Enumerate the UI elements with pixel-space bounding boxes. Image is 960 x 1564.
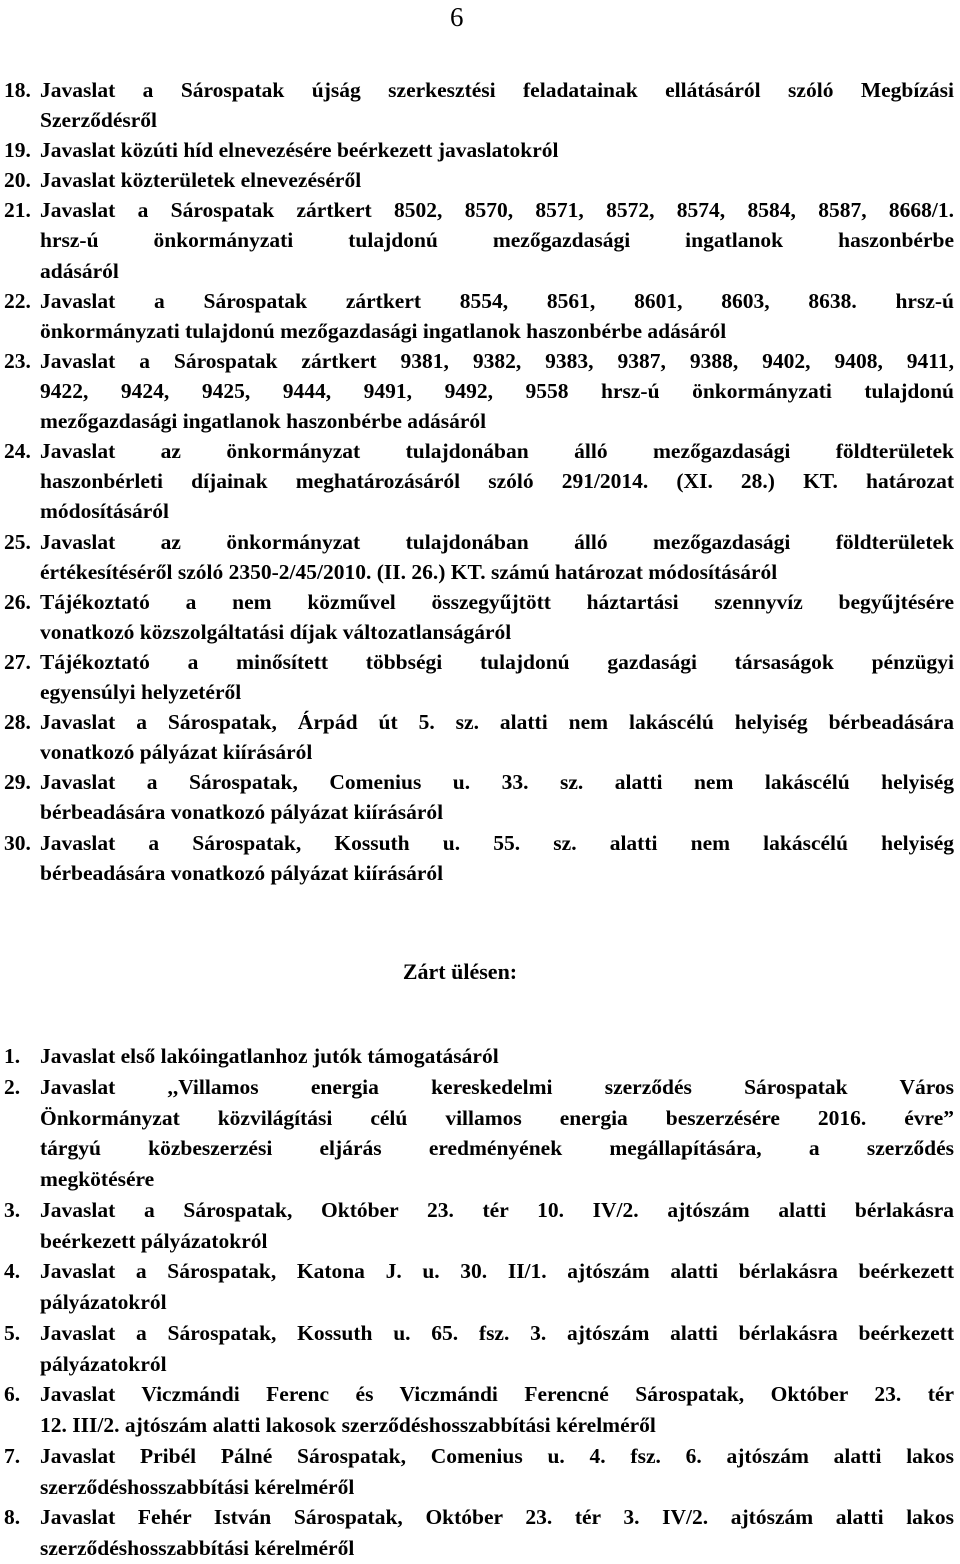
agenda-item-text-line: Javaslat a Sárospatak zártkert 8502, 8570, 8571, 8572, 8574, 8584, 8587, 8668/1. (40, 198, 954, 223)
agenda-item-text-line: Javaslat a Sárospatak, Katona J. u. 30. II/1. ajtószám alatti bérlakásra beérkezett (40, 1259, 954, 1284)
agenda-item-text-line: szerződéshosszabbítási kérelméről (40, 1536, 355, 1560)
agenda-item-number: 19. (4, 138, 31, 163)
agenda-item-text-line: pályázatokról (40, 1351, 167, 1376)
agenda-item-number: 25. (4, 529, 31, 554)
agenda-item-text-line: Javaslat a Sárospatak, Árpád út 5. sz. alatti nem lakáscélú helyiség bérbeadására (40, 710, 954, 735)
agenda-item-text-line: szerződéshosszabbítási kérelméről (40, 1474, 355, 1499)
agenda-item-number: 4. (4, 1259, 21, 1284)
agenda-item-number: 8. (4, 1505, 21, 1530)
agenda-item-text-line: Tájékoztató a minősített többségi tulajdonú gazdasági társaságok pénzügyi (40, 649, 954, 674)
closed-session-heading: Zárt ülésen: (402, 959, 518, 984)
agenda-item-number: 3. (4, 1197, 21, 1222)
agenda-item-number: 24. (4, 439, 31, 464)
agenda-item-number: 20. (4, 168, 31, 193)
agenda-item-text-line: Javaslat első lakóingatlanhoz jutók támogatásáról (40, 1044, 499, 1068)
agenda-item-text-line: Szerződésről (40, 108, 158, 133)
agenda-item-text-line: Tájékoztató a nem közművel összegyűjtött háztartási szennyvíz begyűjtésére (40, 589, 954, 614)
agenda-item-text-line: 9422, 9424, 9425, 9444, 9491, 9492, 9558 hrsz-ú önkormányzati tulajdonú (40, 378, 954, 403)
agenda-item-text-line: Javaslat Pribél Pálné Sárospatak, Comenius u. 4. fsz. 6. ajtószám alatti lakos (40, 1443, 954, 1468)
agenda-item-text-line: Javaslat közterületek elnevezéséről (40, 168, 362, 193)
agenda-item-number: 1. (4, 1044, 21, 1068)
agenda-item-number: 28. (4, 710, 31, 735)
agenda-item-number: 21. (4, 198, 31, 223)
agenda-item-text-line: Javaslat a Sárospatak, Kossuth u. 65. fsz. 3. ajtószám alatti bérlakásra beérkezett (40, 1320, 954, 1345)
agenda-item-number: 6. (4, 1382, 21, 1407)
agenda-item-number: 27. (4, 649, 31, 674)
agenda-item-number: 18. (4, 78, 31, 102)
agenda-item-number: 26. (4, 589, 31, 614)
page-number: 6 (450, 2, 464, 32)
agenda-item-text-line: Javaslat a Sárospatak, Kossuth u. 55. sz. alatti nem lakáscélú helyiség (40, 830, 954, 855)
agenda-item-text-line: Javaslat az önkormányzat tulajdonában álló mezőgazdasági földterületek (40, 529, 954, 554)
agenda-item-text-line: pályázatokról (40, 1290, 167, 1314)
agenda-item-text-line: hrsz-ú önkormányzati tulajdonú mezőgazdasági ingatlanok haszonbérbe (40, 228, 954, 253)
agenda-item-number: 22. (4, 288, 31, 313)
agenda-item-text-line: vonatkozó közszolgáltatási díjak változatlanságáról (40, 619, 512, 644)
agenda-item-number: 23. (4, 348, 31, 373)
agenda-item-text-line: 12. III/2. ajtószám alatti lakosok szerződéshosszabbítási kérelméről (40, 1413, 656, 1437)
agenda-item-text-line: Javaslat az önkormányzat tulajdonában álló mezőgazdasági földterületek (40, 439, 954, 464)
agenda-item-text-line: értékesítéséről szóló 2350-2/45/2010. (II. 26.) KT. számú határozat módosításáról (40, 559, 778, 584)
agenda-item-text-line: vonatkozó pályázat kiírásáról (40, 740, 313, 765)
agenda-item-text-line: bérbeadására vonatkozó pályázat kiírásáról (40, 800, 444, 825)
agenda-item-text-line: Javaslat a Sárospatak zártkert 8554, 8561, 8601, 8603, 8638. hrsz-ú (40, 288, 954, 313)
agenda-item-text-line: beérkezett pályázatokról (40, 1228, 268, 1253)
agenda-item-text-line: Javaslat Viczmándi Ferenc és Viczmándi Ferencné Sárospatak, Október 23. tér (40, 1382, 954, 1407)
agenda-item-text-line: bérbeadására vonatkozó pályázat kiírásáról (40, 860, 444, 885)
agenda-item-text-line: Javaslat közúti híd elnevezésére beérkezett javaslatokról (40, 138, 559, 163)
agenda-item-text-line: mezőgazdasági ingatlanok haszonbérbe adásáról (40, 409, 487, 434)
agenda-item-text-line: Javaslat a Sárospatak zártkert 9381, 9382, 9383, 9387, 9388, 9402, 9408, 9411, (40, 348, 954, 373)
agenda-item-number: 30. (4, 830, 31, 855)
agenda-item-text-line: megkötésére (40, 1167, 155, 1191)
agenda-item-number: 29. (4, 770, 31, 795)
agenda-item-text-line: önkormányzati tulajdonú mezőgazdasági ingatlanok haszonbérbe adásáról (40, 318, 727, 343)
agenda-item-number: 2. (4, 1074, 21, 1099)
agenda-item-number: 7. (4, 1443, 21, 1468)
agenda-item-text-line: Önkormányzat közvilágítási célú villamos energia beszerzésére 2016. évre” (40, 1105, 954, 1130)
agenda-item-text-line: Javaslat a Sárospatak, Október 23. tér 10. IV/2. ajtószám alatti bérlakásra (40, 1197, 954, 1222)
agenda-item-text-line: egyensúlyi helyzetéről (40, 679, 242, 704)
agenda-item-text-line: Javaslat a Sárospatak, Comenius u. 33. sz. alatti nem lakáscélú helyiség (40, 770, 954, 795)
agenda-item-text-line: haszonbérleti díjainak meghatározásáról szóló 291/2014. (XI. 28.) KT. határozat (40, 469, 954, 494)
agenda-item-text-line: Javaslat a Sárospatak újság szerkesztési feladatainak ellátásáról szóló Megbízási (40, 78, 954, 102)
agenda-item-number: 5. (4, 1320, 21, 1345)
agenda-item-text-line: adásáról (40, 258, 119, 283)
agenda-item-text-line: Javaslat Fehér István Sárospatak, Október 23. tér 3. IV/2. ajtószám alatti lakos (40, 1505, 954, 1530)
agenda-item-text-line: tárgyú közbeszerzési eljárás eredményének megállapítására, a szerződés (40, 1136, 954, 1161)
agenda-item-text-line: módosításáról (40, 499, 169, 524)
agenda-item-text-line: Javaslat ,,Villamos energia kereskedelmi szerződés Sárospatak Város (40, 1074, 954, 1099)
